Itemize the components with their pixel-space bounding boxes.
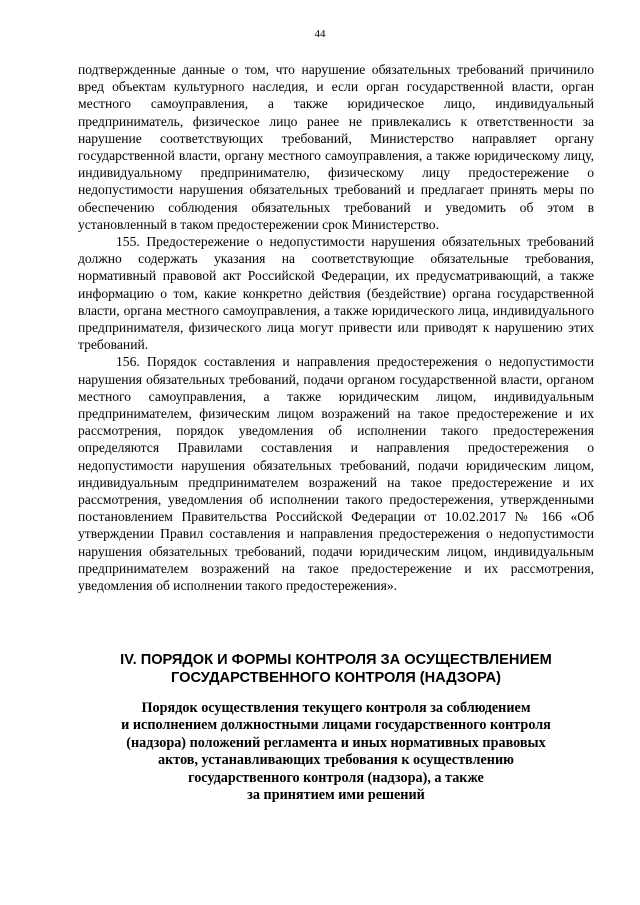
subheading-line: Порядок осуществления текущего контроля за соблюдением xyxy=(141,700,531,716)
page-number: 44 xyxy=(314,28,326,40)
subheading-line: (надзора) положений регламента и иных нормативных правовых xyxy=(126,734,546,751)
paragraph-156: 156. Порядок составления и направления предостережения о недопустимости нарушения обязательных требований, подачи органом государственной власти, органом местного самоуправления, а также юридическим лицом, индивидуальным предпринимателем, физическим лицом возражений на такое предостережение и их рассмотрения, порядок уведомления об исполнении такого предостережения определяются Правилами составления и направления предостережения о недопустимости нарушения обязательных требований, подачи юридическим лицом, индивидуальным предпринимателем возражений на такое предостережение и их рассмотрения, уведомления об исполнении такого предостережения, утвержденными постановлением Правительства Российской Федерации от 10.02.2017 № 166 «Об утверждении Правил составления и направления предостережения о недопустимости нарушения обязательных требований, подачи юридическим лицом, индивидуальным предпринимателем возражений на такое предостережение и их рассмотрения, уведомления об исполнении такого предостережения». xyxy=(78,354,594,594)
paragraph-continuation: подтвержденные данные о том, что нарушение обязательных требований причинило вред объектам культурного наследия, и если орган государственной власти, орган местного самоуправления, а также юридическое лицо, индивидуальный предприниматель, физическое лицо ранее не привлекались к ответственности за нарушение соответствующих требований, Министерство направляет органу государственной власти, органу местного самоуправления, а также юридическому лицу, индивидуальному предпринимателю, физическому лицу предостережение о недопустимости нарушения обязательных требований и предлагает принять меры по обеспечению соблюдения обязательных требований и уведомить об этом в установленный в таком предостережении срок Министерство. xyxy=(78,62,594,232)
subheading-line: актов, устанавливающих требования к осуществлению xyxy=(158,752,514,769)
subheading-line: и исполнением должностными лицами государственного контроля xyxy=(121,717,551,734)
body-text xyxy=(78,61,594,594)
subheading-line: за принятием ими решений xyxy=(247,787,425,804)
subheading xyxy=(78,700,594,804)
section-heading: IV. ПОРЯДОК И ФОРМЫ КОНТРОЛЯ ЗА ОСУЩЕСТВЛЕНИЕМ ГОСУДАРСТВЕННОГО КОНТРОЛЯ (НАДЗОРА) xyxy=(120,652,552,686)
paragraph-155: 155. Предостережение о недопустимости нарушения обязательных требований должно содержать указания на соответствующие обязательные требования, нормативный правовой акт Российской Федерации, их предусматривающий, а также информацию о том, какие конкретно действия (бездействие) органа государственной власти, органа местного самоуправления, а также юридического лица, индивидуального предпринимателя, физического лица могут привести или приводят к нарушению этих требований. xyxy=(78,234,594,353)
subheading-line: государственного контроля (надзора), а также xyxy=(188,769,484,786)
